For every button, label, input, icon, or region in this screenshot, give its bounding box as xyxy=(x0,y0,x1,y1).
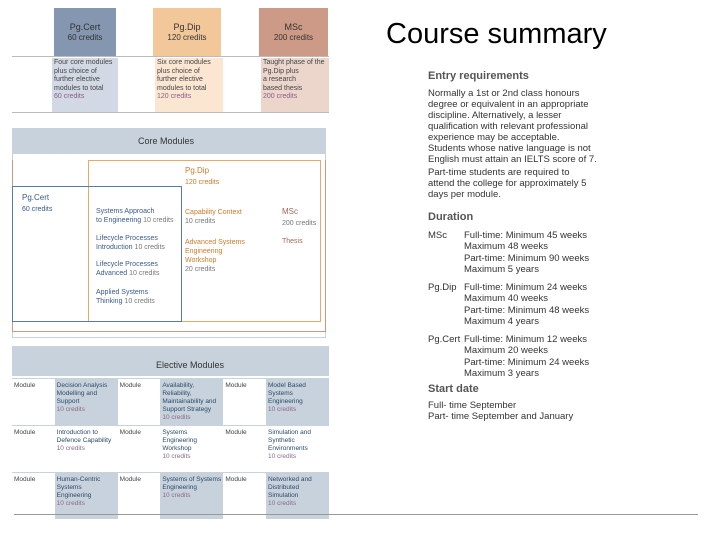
award-pgcert-description: Four core modules plus choice of further elective modules to total 60 credits xyxy=(52,58,118,112)
part-time-attendance-text: Part-time students are required to attend the college for approximately 5 days per module. xyxy=(428,167,587,200)
start-date-text: Full- time September Part- time September and January xyxy=(428,400,574,422)
msc-label: MSc xyxy=(282,207,298,216)
core-module-lifecycle-intro: Lifecycle Processes Introduction 10 credits xyxy=(96,235,165,251)
core-module-lifecycle-advanced: Lifecycle Processes Advanced 10 credits xyxy=(96,261,160,277)
duration-msc-text: Full-time: Minimum 45 weeks Maximum 48 weeks Part-time: Minimum 90 weeks Maximum 5 years xyxy=(464,230,590,275)
table-row: Module Introduction to Defence Capability 10 credits Module Systems Engineering Workshop 10 credits Module Simulation and Synthetic Environments 10 credits xyxy=(12,426,329,473)
duration-pgcert-text: Full-time: Minimum 12 weeks Maximum 20 weeks Part-time: Minimum 24 weeks Maximum 3 years xyxy=(464,334,590,379)
core-title: Core Modules xyxy=(138,136,195,146)
award-msc-header: MSc 200 credits xyxy=(259,8,328,56)
award-pgcert-header: Pg.Cert 60 credits xyxy=(54,8,116,56)
pgdip-label: Pg.Dip xyxy=(185,166,210,175)
duration-msc-label: MSc xyxy=(428,230,447,241)
core-module-applied-systems: Applied Systems Thinking 10 credits xyxy=(96,289,155,305)
duration-pgcert-label: Pg.Cert xyxy=(428,334,461,345)
award-pgdip-description: Six core modules plus choice of further elective modules to total 120 credits xyxy=(155,58,223,112)
award-pgdip-header: Pg.Dip 120 credits xyxy=(153,8,221,56)
entry-requirements-text: Normally a 1st or 2nd class honours degree or equivalent in an appropriate discipline. Alternatively, a lesser qualification with relevant professional experience may be acceptable. Students whose native language is not English must attain an IELTS score of 7. xyxy=(428,88,597,165)
table-row: Module Decision Analysis Modelling and Support 10 credits Module Availability, Reliability, Maintainability and Support Strategy 10 credits Module Model Based Systems Engineering 10 credits xyxy=(12,379,329,426)
pgcert-label: Pg.Cert xyxy=(22,193,50,202)
duration-pgdip-text: Full-time: Minimum 24 weeks Maximum 40 weeks Part-time: Minimum 48 weeks Maximum 4 years xyxy=(464,282,590,327)
elective-table xyxy=(12,378,329,519)
start-date-heading: Start date xyxy=(428,383,479,395)
thesis-label: Thesis xyxy=(282,238,303,245)
core-module-capability-context: Capability Context 10 credits xyxy=(185,209,242,225)
entry-requirements-heading: Entry requirements xyxy=(428,70,529,82)
footer-divider xyxy=(14,514,698,515)
pgdip-credits: 120 credits xyxy=(185,179,220,186)
duration-pgdip-label: Pg.Dip xyxy=(428,282,457,293)
award-msc-description: Taught phase of the Pg.Dip plus a research based thesis 200 credits xyxy=(261,58,329,112)
msc-credits: 200 credits xyxy=(282,220,317,227)
table-row: Module Human-Centric Systems Engineering 10 credits Module Systems of Systems Engineering 10 credits Module Networked and Distributed Simulation 10 credits xyxy=(12,473,329,520)
duration-heading: Duration xyxy=(428,211,474,223)
slide-title: Course summary xyxy=(386,18,607,50)
core-module-systems-approach: Systems Approach to Engineering 10 credits xyxy=(96,208,174,224)
core-module-advanced-workshop: Advanced Systems Engineering Workshop 20 credits xyxy=(185,239,245,273)
elective-title: Elective Modules xyxy=(156,360,225,370)
pgcert-credits: 60 credits xyxy=(22,206,53,213)
divider xyxy=(12,112,329,113)
divider xyxy=(12,56,329,57)
